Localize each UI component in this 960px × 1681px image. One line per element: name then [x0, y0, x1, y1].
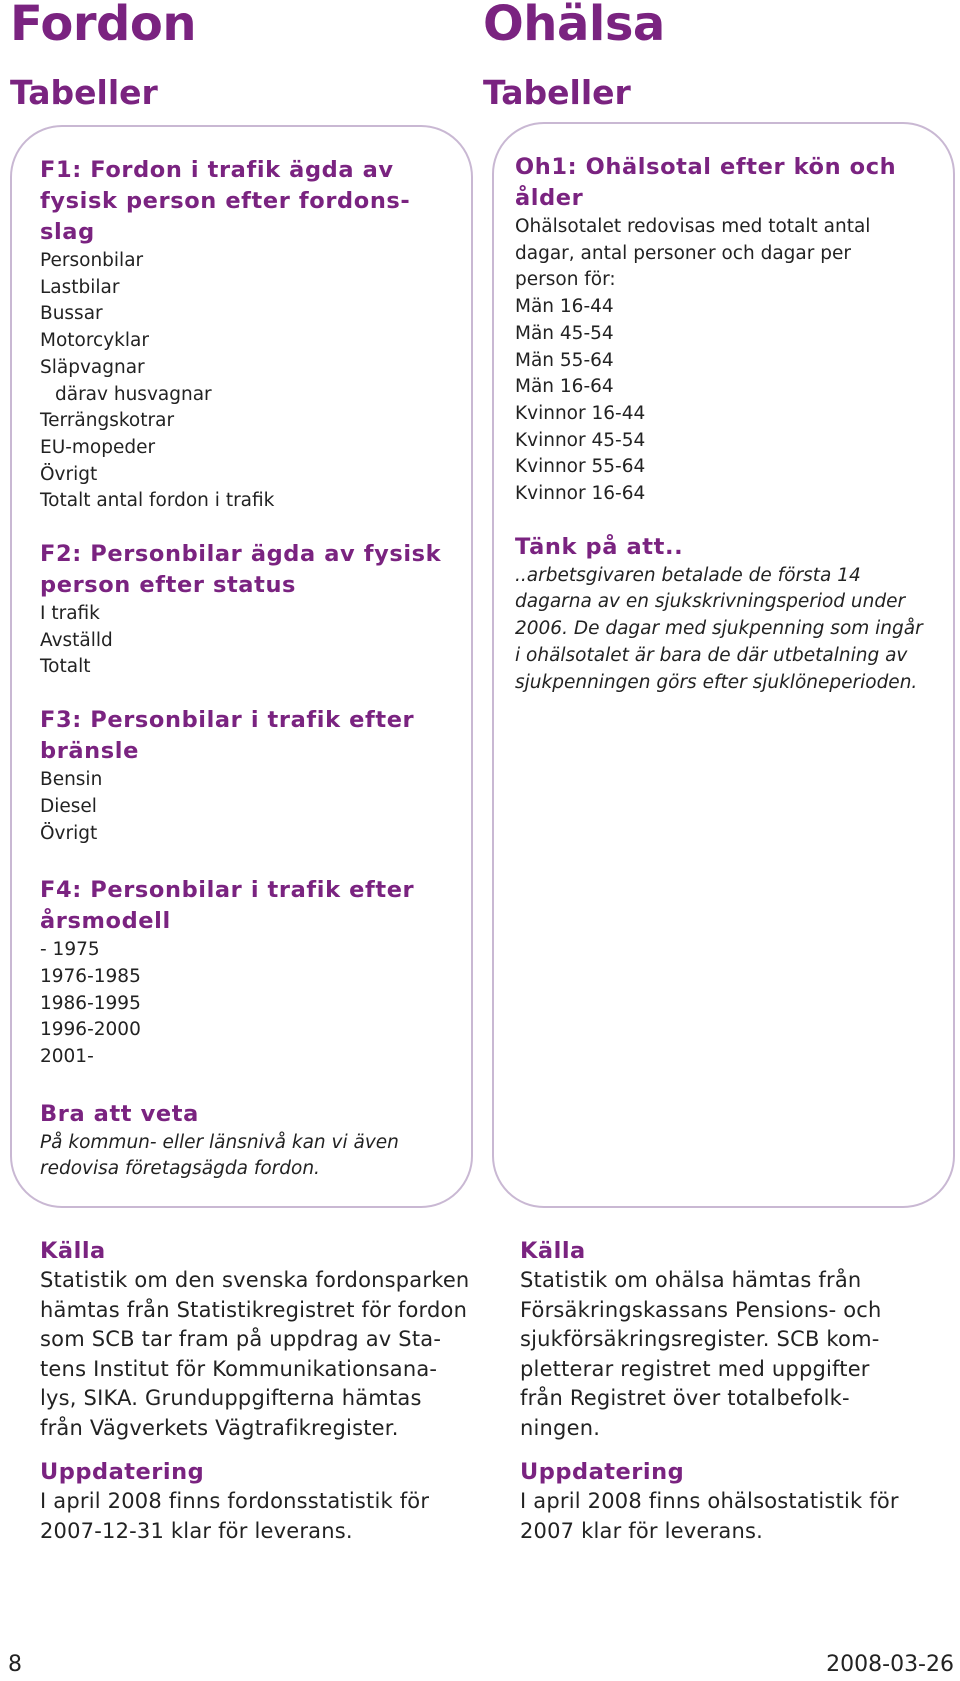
ohalsa-title: Ohälsa [483, 0, 665, 52]
bra-att-veta-heading: Bra att veta [40, 1100, 199, 1127]
table-heading-f4: F4: Personbilar i trafik efter årsmodell [40, 877, 415, 935]
fordon-tables-list [40, 155, 460, 1183]
tank-pa-att-heading: Tänk på att.. [515, 533, 684, 560]
list-item: Kvinnor 55-64 [515, 456, 646, 478]
ohalsa-kalla-text: Statistik om ohälsa hämtas från Försäkringskassans Pensions- och sjukförsäkringsregister. SCB kom- pletterar registret med uppgifter från Registret över totalbefolk- ningen. [520, 1268, 882, 1440]
list-item: Bussar [40, 303, 103, 325]
table-section-f4 [40, 875, 460, 1071]
list-item: Kvinnor 16-64 [515, 483, 646, 505]
page-number: 8 [8, 1652, 22, 1677]
list-item: Kvinnor 45-54 [515, 429, 646, 451]
ohalsa-source-column [520, 1236, 920, 1546]
list-item: därav husvagnar [55, 383, 212, 405]
ohalsa-uppdatering-text: I april 2008 finns ohälsostatistik för 2007 klar för leverans. [520, 1489, 899, 1543]
footer-date: 2008-03-26 [826, 1652, 954, 1677]
list-item: Lastbilar [40, 276, 120, 298]
table-section-f3 [40, 705, 460, 847]
list-item: Män 16-44 [515, 296, 614, 318]
list-item: EU-mopeder [40, 436, 156, 458]
list-item: Män 55-64 [515, 349, 614, 371]
list-item: Totalt [40, 656, 91, 678]
ohalsa-kalla-heading: Källa [520, 1238, 586, 1264]
fordon-title: Fordon [10, 0, 196, 52]
fordon-uppdatering-heading: Uppdatering [40, 1459, 205, 1485]
table-heading-f1: F1: Fordon i trafik ägda av fysisk person efter fordons- slag [40, 157, 411, 245]
list-item: 1996-2000 [40, 1019, 141, 1041]
list-item: Släpvagnar [40, 356, 145, 378]
tank-pa-att-section [515, 532, 935, 697]
list-item: Bensin [40, 769, 103, 791]
bra-att-veta-section [40, 1099, 460, 1183]
list-item: Män 16-64 [515, 376, 614, 398]
fordon-source-column [40, 1236, 482, 1546]
oh1-intro: Ohälsotalet redovisas med totalt antal dagar, antal personer och dagar per person för: [515, 216, 871, 291]
list-item: Män 45-54 [515, 322, 614, 344]
table-section-f1 [40, 155, 460, 515]
tank-pa-att-text: ..arbetsgivaren betalade de första 14 dagarna av en sjukskrivningsperiod under 2006. De dagar med sjukpenning som ingår i ohälsotalet är bara de där utbetalning av sjukpenningen görs efter sjuklöneperioden. [515, 564, 923, 693]
list-item: Kvinnor 16-44 [515, 402, 646, 424]
list-item: 1986-1995 [40, 992, 141, 1014]
table-section-oh1 [515, 152, 935, 508]
fordon-tabeller-heading: Tabeller [10, 73, 158, 112]
list-item: 2001- [40, 1046, 94, 1068]
list-item: Diesel [40, 795, 97, 817]
bra-att-veta-text: På kommun- eller länsnivå kan vi även redovisa företagsägda fordon. [40, 1131, 399, 1180]
list-item: Motorcyklar [40, 330, 149, 352]
table-heading-f2: F2: Personbilar ägda av fysisk person efter status [40, 541, 442, 599]
ohalsa-tabeller-heading: Tabeller [483, 73, 631, 112]
list-item: I trafik [40, 603, 100, 625]
list-item: Övrigt [40, 463, 98, 485]
list-item: Övrigt [40, 822, 98, 844]
fordon-kalla-heading: Källa [40, 1238, 106, 1264]
list-item: 1976-1985 [40, 965, 141, 987]
table-heading-f3: F3: Personbilar i trafik efter bränsle [40, 707, 415, 765]
list-item: Personbilar [40, 250, 144, 271]
fordon-kalla-text: Statistik om den svenska fordonsparken hämtas från Statistikregistret för fordon som SCB tar fram på uppdrag av Sta- tens Institut för Kommunikationsana- lys, SIKA. Grunduppgifterna hämtas från Vägverkets Vägtrafikregister. [40, 1268, 470, 1440]
fordon-uppdatering-text: I april 2008 finns fordonsstatistik för 2007-12-31 klar för leverans. [40, 1489, 430, 1543]
ohalsa-uppdatering-heading: Uppdatering [520, 1459, 685, 1485]
list-item: - 1975 [40, 939, 100, 961]
table-heading-oh1: Oh1: Ohälsotal efter kön och ålder [515, 154, 897, 211]
list-item: Terrängskotrar [40, 410, 175, 432]
table-section-f2 [40, 539, 460, 681]
ohalsa-tables-list [515, 152, 935, 696]
list-item: Avställd [40, 629, 113, 651]
list-item: Totalt antal fordon i trafik [40, 490, 275, 512]
